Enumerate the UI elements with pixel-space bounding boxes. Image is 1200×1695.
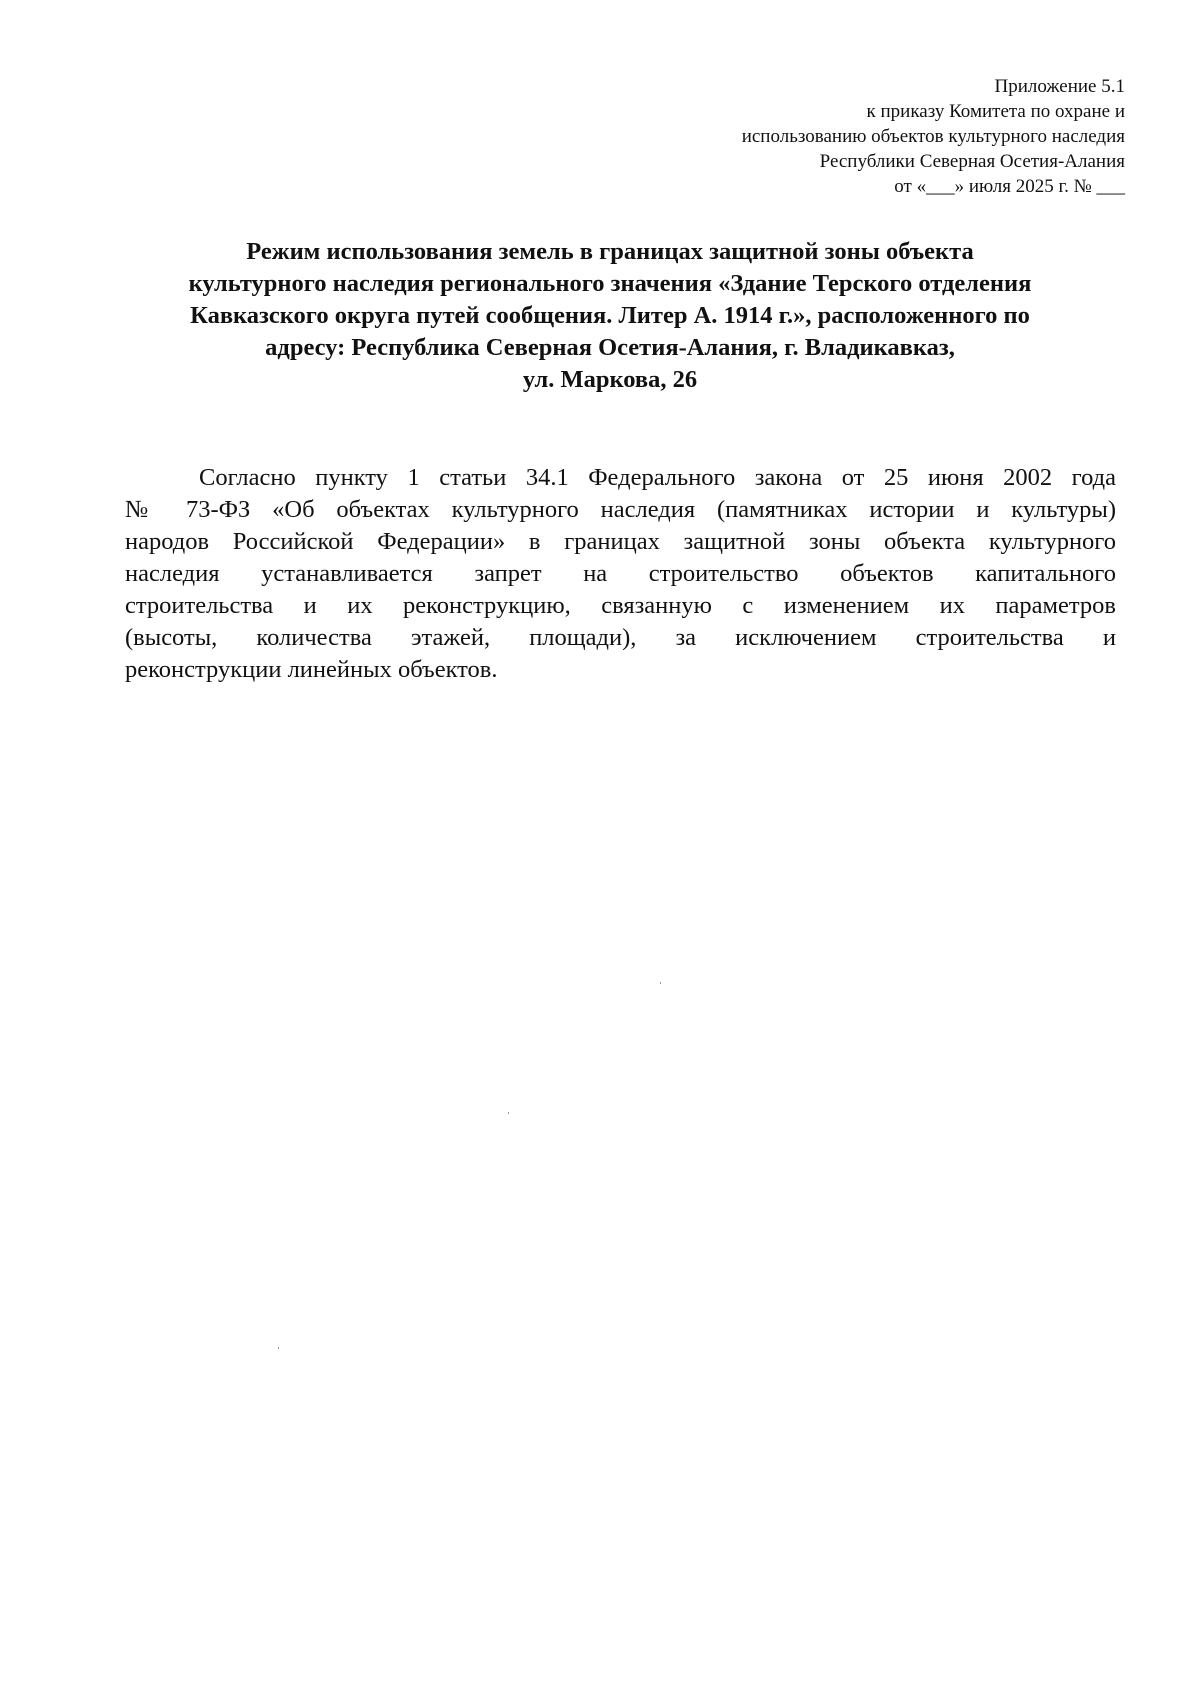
paragraph-line: наследия устанавливается запрет на строительство объектов капитального (125, 560, 1116, 587)
title-line: ул. Маркова, 26 (522, 366, 698, 393)
appendix-committee: использованию объектов культурного наследия (741, 126, 1125, 147)
paragraph-line: строительства и их реконструкцию, связанную с изменением их параметров (125, 592, 1116, 619)
appendix-header (485, 74, 1125, 199)
paragraph-line: реконструкции линейных объектов. (125, 656, 498, 683)
scan-speck (508, 1112, 509, 1114)
scan-speck (660, 982, 661, 984)
paragraph-line: № 73-ФЗ «Об объектах культурного наследия (памятниках истории и культуры) (125, 496, 1116, 523)
appendix-order-ref: к приказу Комитета по охране и (866, 101, 1125, 122)
paragraph-line: Согласно пункту 1 статьи 34.1 Федерального закона от 25 июня 2002 года (199, 464, 1116, 491)
appendix-number: Приложение 5.1 (994, 76, 1125, 97)
title-line: адресу: Республика Северная Осетия-Алания, г. Владикавказ, (265, 334, 955, 361)
appendix-republic: Республики Северная Осетия-Алания (819, 151, 1125, 172)
paragraph-line: (высоты, количества этажей, площади), за исключением строительства и (125, 624, 1116, 651)
title-line: Кавказского округа путей сообщения. Литер А. 1914 г.», расположенного по (190, 302, 1030, 329)
body-paragraph (125, 462, 1116, 686)
title-line: Режим использования земель в границах защитной зоны объекта (246, 238, 974, 265)
title-line: культурного наследия регионального значения «Здание Терского отделения (188, 270, 1032, 297)
paragraph-line: народов Российской Федерации» в границах защитной зоны объекта культурного (125, 528, 1116, 555)
scan-speck (278, 1347, 279, 1349)
appendix-date: от «___» июля 2025 г. № ___ (894, 176, 1125, 197)
document-title (110, 236, 1110, 396)
